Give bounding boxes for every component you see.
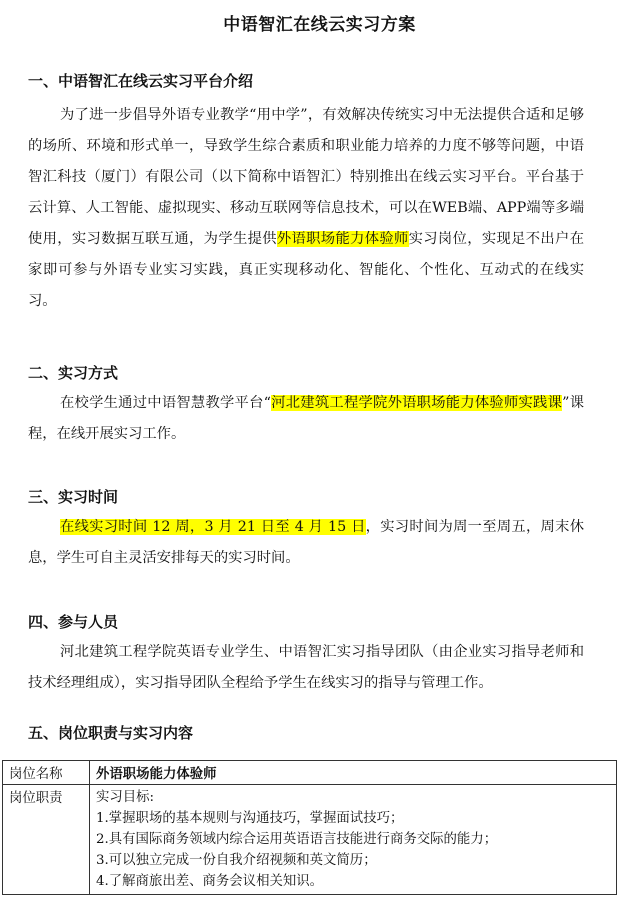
document-title: 中语智汇在线云实习方案 [223,15,416,35]
duty-line: 2.具有国际商务领域内综合运用英语语言技能进行商务交际的能力； [96,832,498,847]
duty-line: 4.了解商旅出差、商务会议相关知识。 [96,874,324,889]
section-1-heading: 一、中语智汇在线云实习平台介绍 [28,72,254,90]
section-2-text-after: ”课程，在线开展实习工作。 [28,395,585,442]
table-row [3,785,617,895]
duty-line: 3.可以独立完成一份自我介绍视频和英文简历； [96,853,377,868]
section-1-text-before: 为了进一步倡导外语专业教学“用中学”，有效解决传统实习中无法提供合适和足够的场所、环境和形式单一，导致学生综合素质和职业能力培养的力度不够等问题，中语智汇科技（厦门）有限公司（以下简称中语智汇）特别推出在线云实习平台。平台基于云计算、人工智能、虚拟现实、移动互联网等信息技术，可以在WEB端、APP端等多端使用，实习数据互联互通，为学生提供 [28,107,584,247]
section-1-paragraph [28,100,584,317]
section-3-highlight: 在线实习时间 12 周，3 月 21 日至 4 月 15 日 [60,519,366,535]
section-3-paragraph [28,512,584,574]
table-row [3,761,617,785]
section-2-text-before: 在校学生通过中语智慧教学平台“ [60,395,271,411]
job-title-value: 外语职场能力体验师 [90,761,617,785]
section-3-text-after: ，实习时间为周一至周五，周末休息，学生可自主灵活安排每天的实习时间。 [28,519,585,566]
section-4-heading: 四、参与人员 [28,613,119,631]
section-2-highlight: 河北建筑工程学院外语职场能力体验师实践课 [270,395,563,411]
job-duties-table [2,760,617,895]
job-duties-label: 岗位职责 [3,785,90,895]
section-3-heading: 三、实习时间 [28,488,119,506]
job-duties-content [90,785,617,895]
section-2-heading: 二、实习方式 [28,364,119,382]
section-1-highlight: 外语职场能力体验师 [276,231,409,247]
section-1-text-after: 实习岗位，实现足不出户在家即可参与外语专业实习实践，真正实现移动化、智能化、个性化、互动式的在线实习。 [28,231,584,309]
job-title-label: 岗位名称 [3,761,90,785]
section-2-paragraph [28,388,584,450]
duty-line: 1.掌握职场的基本规则与沟通技巧，掌握面试技巧； [96,811,404,826]
duty-line: 实习目标: [96,790,155,805]
section-5-heading: 五、岗位职责与实习内容 [28,724,194,742]
section-4-paragraph: 河北建筑工程学院英语专业学生、中语智汇实习指导团队（由企业实习指导老师和技术经理组成），实习指导团队全程给予学生在线实习的指导与管理工作。 [28,644,584,691]
